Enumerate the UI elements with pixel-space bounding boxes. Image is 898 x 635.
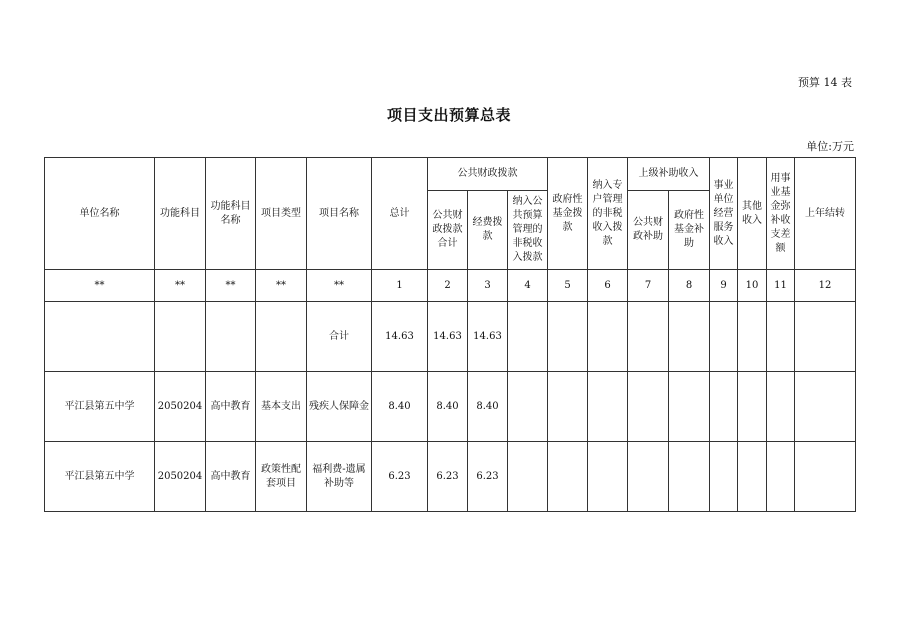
header-public-fiscal: 公共财政拨款	[428, 158, 548, 191]
form-number: 预算 14 表	[798, 76, 852, 89]
header-func-subject: 功能科目	[155, 158, 206, 270]
index-cell: **	[45, 270, 155, 302]
header-total: 总计	[372, 158, 428, 270]
table-row	[45, 372, 856, 442]
table-row	[45, 442, 856, 512]
index-cell: **	[256, 270, 307, 302]
summary-row	[45, 302, 856, 372]
func-subject-name-cell: 高中教育	[206, 442, 256, 512]
index-cell: 7	[628, 270, 669, 302]
header-superior-subsidy: 上级补助收入	[628, 158, 710, 191]
header-unit-name: 单位名称	[45, 158, 155, 270]
index-cell: 1	[372, 270, 428, 302]
public-fiscal-total-cell: 8.40	[428, 372, 468, 442]
header-project-name: 项目名称	[307, 158, 372, 270]
header-gov-fund: 政府性基金拨款	[548, 158, 588, 270]
project-name-cell: 残疾人保障金	[307, 372, 372, 442]
summary-total: 14.63	[372, 302, 428, 372]
header-other-income: 其他收入	[738, 158, 767, 270]
header-project-type: 项目类型	[256, 158, 307, 270]
index-cell: 9	[710, 270, 738, 302]
index-cell: 11	[767, 270, 795, 302]
func-subject-cell: 2050204	[155, 442, 206, 512]
header-prior-year-carryover: 上年结转	[795, 158, 856, 270]
index-cell: 5	[548, 270, 588, 302]
func-subject-name-cell: 高中教育	[206, 372, 256, 442]
index-cell: 12	[795, 270, 856, 302]
project-type-cell: 政策性配套项目	[256, 442, 307, 512]
header-public-fiscal-total: 公共财政拨款合计	[428, 191, 468, 270]
summary-public-fiscal-total: 14.63	[428, 302, 468, 372]
index-cell: 3	[468, 270, 508, 302]
header-funding: 经费拨款	[468, 191, 508, 270]
page-title: 项目支出预算总表	[386, 106, 511, 124]
func-subject-cell: 2050204	[155, 372, 206, 442]
header-nontax-in-budget: 纳入公共预算管理的非税收入拨款	[508, 191, 548, 270]
header-fund-makeup: 用事业基金弥补收支差额	[767, 158, 795, 270]
header-func-subject-name: 功能科目名称	[206, 158, 256, 270]
project-name-cell: 福利费-遗属补助等	[307, 442, 372, 512]
unit-name-cell: 平江县第五中学	[45, 372, 155, 442]
summary-funding: 14.63	[468, 302, 508, 372]
project-type-cell: 基本支出	[256, 372, 307, 442]
header-public-fiscal-subsidy: 公共财政补助	[628, 191, 669, 270]
header-operating-income: 事业单位经营服务收入	[710, 158, 738, 270]
index-row	[45, 270, 856, 302]
funding-cell: 6.23	[468, 442, 508, 512]
index-cell: 2	[428, 270, 468, 302]
total-cell: 8.40	[372, 372, 428, 442]
total-cell: 6.23	[372, 442, 428, 512]
index-cell: 4	[508, 270, 548, 302]
unit-name-cell: 平江县第五中学	[45, 442, 155, 512]
index-cell: **	[307, 270, 372, 302]
index-cell: 6	[588, 270, 628, 302]
index-cell: 8	[669, 270, 710, 302]
index-cell: **	[206, 270, 256, 302]
summary-label: 合计	[307, 302, 372, 372]
header-nontax-special: 纳入专户管理的非税收入拨款	[588, 158, 628, 270]
unit-label: 单位:万元	[806, 140, 854, 153]
funding-cell: 8.40	[468, 372, 508, 442]
public-fiscal-total-cell: 6.23	[428, 442, 468, 512]
index-cell: **	[155, 270, 206, 302]
budget-table	[44, 157, 856, 512]
header-row-1	[45, 158, 856, 191]
header-gov-fund-subsidy: 政府性基金补助	[669, 191, 710, 270]
index-cell: 10	[738, 270, 767, 302]
